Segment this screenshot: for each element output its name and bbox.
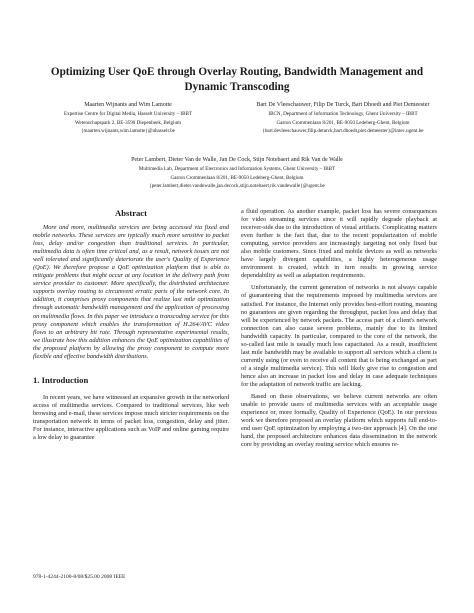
introduction-paragraph: In recent years, we have witnessed an expansive growth in the networked access of multimedia services. Compared to traditional services, like web browsing and e-mail, these services impose much stricter requirements on the transportation network in terms of packet loss, congestion, delay and jitter. For instance, interactive applications such as VoIP and online gaming require a low delay to guarantee	[33, 393, 229, 442]
author-affiliation: Expertise Centre for Digital Media, Hasselt University – IBBT	[63, 111, 193, 117]
abstract-heading: Abstract	[115, 208, 147, 218]
abstract-body: More and more, multimedia services are being accessed via fixed and mobile networks. These services are typically much more sensitive to packet loss, delay and/or congestion than traditional services. In particular, multimedia data is often time critical and, as a result, network issues are not well tolerated and significantly deteriorate the user's Quality of Experience (QoE). We therefore propose a QoE optimization platform that is able to mitigate problems that might occur at any location in the delivery path from service provider to customer. More specifically, the distributed architecture supports overlay routing to circumvent erratic parts of the network core. In addition, it comprises proxy components that realize last mile optimization through automatic bandwidth management and the application of processing on multimedia flows. In this paper we introduce a transcoding service for this proxy component which enables the transformation of H.264/AVC video flows to an arbitrary bit rate. Through representative experimental results, we illustrate how this addition enhances the QoE optimization capabilities of the proposed platform by allowing the proxy component to compute more flexible and effective bandwidth distributions.	[33, 224, 229, 360]
author-email: {peter.lambert,dieter.vandewalle,jan.decock,stijn.notebaert,rik.vandewalle}@ugent.be	[149, 183, 325, 190]
author-email: {maarten.wijnants,wim.lamotte}@uhasselt.be	[81, 128, 175, 135]
author-names: Peter Lambert, Dieter Van de Walle, Jan De Cock, Stijn Notebaert and Rik Van de Walle	[131, 157, 343, 163]
body-paragraph: Unfortunately, the current generation of networks is not always capable of guaranteeing that the requirements imposed by multimedia services are satisfied. For instance, the Internet only provides best-effort routing, meaning no guarantees are given regarding the throughput, packet loss and delay that will be experienced by network packets. The access part of a client's network connection can also cause severe problems, mainly due to its limited bandwidth capacity. In particular, compared to the core of the network, the so-called last mile is usually much less capacitated. As a result, insufficient last mile bandwidth may be available to support all services which a client is currently using (or even to receive all content that is being exchanged as part of a single multimedia service). This will likely give rise to congestion and hence also an increase in packet loss and delay in case adequate techniques for the adaptation of network traffic are lacking.	[241, 284, 437, 388]
author-address: Wetenschapspark 2, BE-3590 Diepenbeek, Belgium	[75, 119, 181, 126]
introduction-heading: 1. Introduction	[33, 374, 89, 385]
left-column	[33, 208, 229, 446]
copyright-footnote: 978-1-4244-2100-8/08/$25.00 2008 IEEE	[33, 574, 126, 580]
body-paragraph: a fluid operation. As another example, packet loss has severe consequences for video streaming services since it will rapidly degrade playback at receiver-side due to the introduction of visual artifacts. Complicating matters even further is the fact that, due to the recent popularization of mobile computing, service providers are increasingly targeting not only fixed but also mobile customers. Since fixed and mobile devices as well as networks have largely divergent capabilities, a highly heterogeneous usage environment is created, which in turn results in growing service dependability as well as adaptation requirements.	[241, 208, 437, 280]
title-line-1: Optimizing User QoE through Overlay Routing, Bandwidth Management and	[50, 66, 424, 78]
title-line-2: Dynamic Transcoding	[184, 81, 290, 93]
author-block-left	[30, 101, 226, 136]
author-email: {bart.devleeschauwer,filip.deturck,bart.dhoedt,piet.demeester}@intec.ugent.be	[262, 128, 424, 135]
author-block-center	[90, 156, 384, 191]
author-address: Gaston Crommenlaan 8/201, BE-9050 Ledeberg-Ghent, Belgium	[276, 119, 410, 126]
author-names: Maarten Wijnants and Wim Lamotte	[84, 102, 172, 108]
author-affiliation: Multimedia Lab, Department of Electronics and Information Systems, Ghent University – IBBT	[138, 166, 336, 172]
right-column	[241, 208, 437, 453]
body-paragraph: Based on these observations, we believe current networks are often unable to provide users of multimedia services with an acceptable usage experience or, more formally, Quality of Experience (QoE). In our previous work we therefore proposed an overlay platform which supports full end-to-end user QoE optimization by employing a two-tier approach [4]. On the one hand, the proposed architecture enhances data dissemination in the network core by providing an overlay routing service which ensures re-	[241, 393, 437, 449]
author-block-right	[236, 101, 450, 136]
author-address: Gaston Crommenlaan 8/201, BE-9050 Ledeberg-Ghent, Belgium	[170, 174, 304, 181]
author-affiliation: IBCN, Department of Information Technology, Ghent University – IBBT	[268, 111, 418, 117]
author-names: Bart De Vleeschauwer, Filip De Turck, Bart Dhoedt and Piet Demeester	[256, 102, 430, 108]
paper-title	[30, 65, 444, 95]
